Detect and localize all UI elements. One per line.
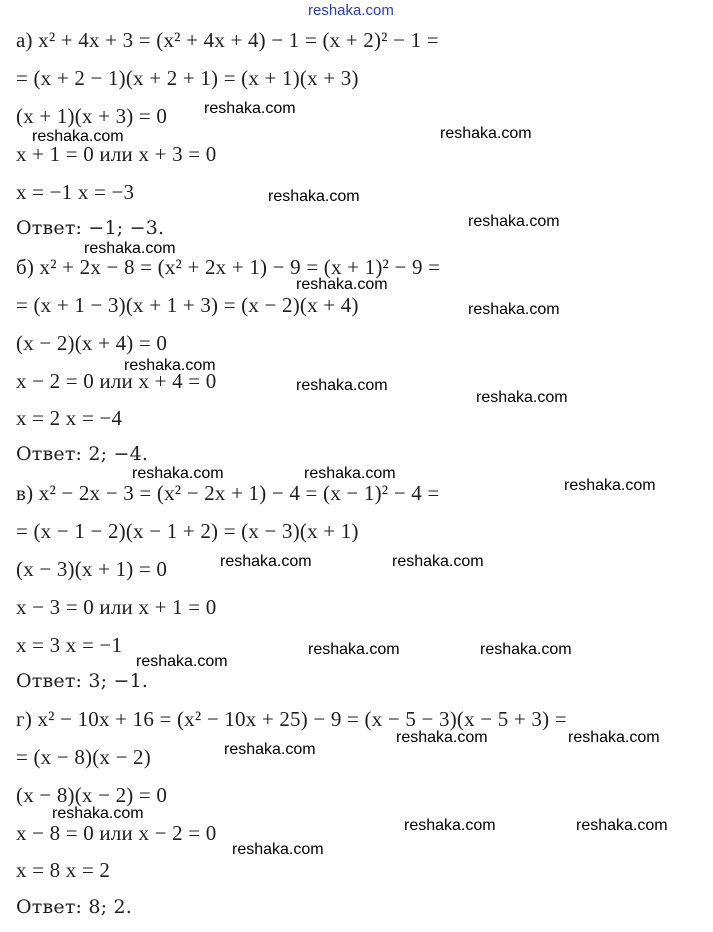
equation-line: x − 2 = 0 или x + 4 = 0 bbox=[16, 369, 217, 393]
equation-line: x − 3 = 0 или x + 1 = 0 bbox=[16, 595, 217, 619]
watermark: reshaka.com bbox=[308, 2, 394, 19]
equation-line: (x − 8)(x − 2) = 0 bbox=[16, 783, 168, 807]
watermark: reshaka.com bbox=[232, 841, 324, 858]
equation-line: = (x − 8)(x − 2) bbox=[16, 745, 151, 769]
watermark: reshaka.com bbox=[268, 188, 360, 205]
answer-line: Ответ: 2; −4. bbox=[16, 443, 149, 465]
equation-line: а) x² + 4x + 3 = (x² + 4x + 4) − 1 = (x + 2)² − 1 = bbox=[16, 28, 439, 52]
equation-line: x = 3 x = −1 bbox=[16, 633, 123, 657]
equation-line: г) x² − 10x + 16 = (x² − 10x + 25) − 9 = (x − 5 − 3)(x − 5 + 3) = bbox=[16, 707, 567, 731]
watermark: reshaka.com bbox=[396, 729, 488, 746]
watermark: reshaka.com bbox=[52, 805, 144, 822]
equation-line: б) x² + 2x − 8 = (x² + 2x + 1) − 9 = (x + 1)² − 9 = bbox=[16, 255, 441, 279]
watermark: reshaka.com bbox=[392, 553, 484, 570]
watermark: reshaka.com bbox=[84, 240, 176, 257]
equation-line: x = 8 x = 2 bbox=[16, 858, 111, 882]
answer-line: Ответ: −1; −3. bbox=[16, 217, 165, 239]
equation-line: = (x + 2 − 1)(x + 2 + 1) = (x + 1)(x + 3) bbox=[16, 66, 359, 90]
watermark: reshaka.com bbox=[568, 729, 660, 746]
answer-line: Ответ: 3; −1. bbox=[16, 670, 149, 692]
equation-line: x + 1 = 0 или x + 3 = 0 bbox=[16, 142, 217, 166]
watermark: reshaka.com bbox=[468, 213, 560, 230]
equation-line: (x − 3)(x + 1) = 0 bbox=[16, 557, 168, 581]
watermark: reshaka.com bbox=[132, 465, 224, 482]
watermark: reshaka.com bbox=[220, 553, 312, 570]
watermark: reshaka.com bbox=[304, 465, 396, 482]
watermark: reshaka.com bbox=[468, 301, 560, 318]
watermark: reshaka.com bbox=[296, 276, 388, 293]
watermark: reshaka.com bbox=[308, 641, 400, 658]
watermark: reshaka.com bbox=[564, 477, 656, 494]
watermark: reshaka.com bbox=[124, 357, 216, 374]
watermark: reshaka.com bbox=[440, 125, 532, 142]
watermark: reshaka.com bbox=[136, 653, 228, 670]
equation-line: в) x² − 2x − 3 = (x² − 2x + 1) − 4 = (x − 1)² − 4 = bbox=[16, 481, 440, 505]
equation-line: x = 2 x = −4 bbox=[16, 406, 123, 430]
watermark: reshaka.com bbox=[224, 741, 316, 758]
equation-line: (x + 1)(x + 3) = 0 bbox=[16, 104, 168, 128]
watermark: reshaka.com bbox=[476, 389, 568, 406]
equation-line: (x − 2)(x + 4) = 0 bbox=[16, 331, 168, 355]
answer-line: Ответ: 8; 2. bbox=[16, 896, 133, 918]
equation-line: = (x − 1 − 2)(x − 1 + 2) = (x − 3)(x + 1) bbox=[16, 519, 359, 543]
equation-line: x = −1 x = −3 bbox=[16, 180, 135, 204]
equation-line: = (x + 1 − 3)(x + 1 + 3) = (x − 2)(x + 4) bbox=[16, 293, 359, 317]
watermark: reshaka.com bbox=[576, 817, 668, 834]
equation-line: x − 8 = 0 или x − 2 = 0 bbox=[16, 821, 217, 845]
watermark: reshaka.com bbox=[32, 128, 124, 145]
watermark: reshaka.com bbox=[296, 377, 388, 394]
watermark: reshaka.com bbox=[404, 817, 496, 834]
watermark: reshaka.com bbox=[480, 641, 572, 658]
watermark: reshaka.com bbox=[204, 100, 296, 117]
